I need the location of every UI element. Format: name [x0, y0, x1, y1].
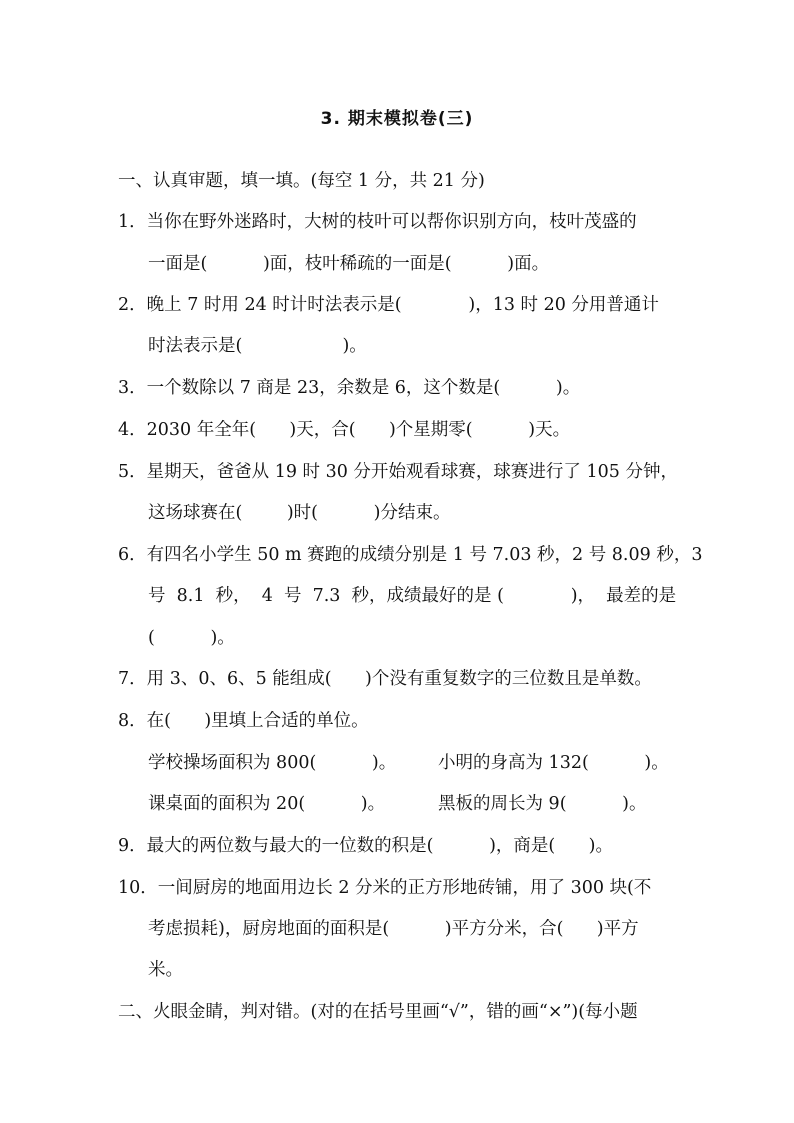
question-2-line-1: 2．晚上 7 时用 24 时计时法表示是( )，13 时 20 分用普通计 [118, 295, 659, 315]
question-7: 7．用 3、0、6、5 能组成( )个没有重复数字的三位数且是单数。 [118, 669, 652, 689]
question-10-line-1: 10．一间厨房的地面用边长 2 分米的正方形地砖铺，用了 300 块(不 [118, 878, 652, 898]
page-title: 3. 期末模拟卷(三) [320, 109, 474, 129]
question-8-item-a: 学校操场面积为 800( )。 [148, 753, 397, 773]
question-6-line-1: 6．有四名小学生 50 m 赛跑的成绩分别是 1 号 7.03 秒，2 号 8.09 秒，3 [118, 545, 703, 565]
question-2-line-2: 时法表示是( )。 [148, 336, 367, 356]
question-1-line-1: 1．当你在野外迷路时，大树的枝叶可以帮你识别方向，枝叶茂盛的 [118, 212, 637, 232]
question-1-line-2: 一面是( )面，枝叶稀疏的一面是( )面。 [148, 254, 550, 274]
question-3: 3．一个数除以 7 商是 23，余数是 6，这个数是( )。 [118, 378, 581, 398]
question-4: 4．2030 年全年( )天，合( )个星期零( )天。 [118, 420, 571, 440]
question-6-line-2: 号 8.1 秒， 4 号 7.3 秒，成绩最好的是 ( )， 最差的是 [148, 586, 677, 606]
question-8-item-d: 黑板的周长为 9( )。 [438, 794, 647, 814]
question-10-line-2: 考虑损耗)，厨房地面的面积是( )平方分米，合( )平方 [148, 919, 639, 939]
question-8-item-c: 课桌面的面积为 20( )。 [148, 794, 386, 814]
section-heading-1: 一、认真审题，填一填。(每空 1 分，共 21 分) [118, 171, 485, 191]
question-8: 8．在( )里填上合适的单位。 [118, 711, 369, 731]
section-heading-2: 二、火眼金睛，判对错。(对的在括号里画“√”，错的画“×”)(每小题 [118, 1002, 638, 1022]
question-5-line-2: 这场球赛在( )时( )分结束。 [148, 503, 451, 523]
question-6-line-3: ( )。 [148, 628, 235, 648]
question-10-line-3: 米。 [148, 960, 183, 980]
question-5-line-1: 5．星期天，爸爸从 19 时 30 分开始观看球赛，球赛进行了 105 分钟， [118, 462, 678, 482]
question-9: 9．最大的两位数与最大的一位数的积是( )，商是( )。 [118, 836, 613, 856]
question-8-item-b: 小明的身高为 132( )。 [438, 753, 669, 773]
